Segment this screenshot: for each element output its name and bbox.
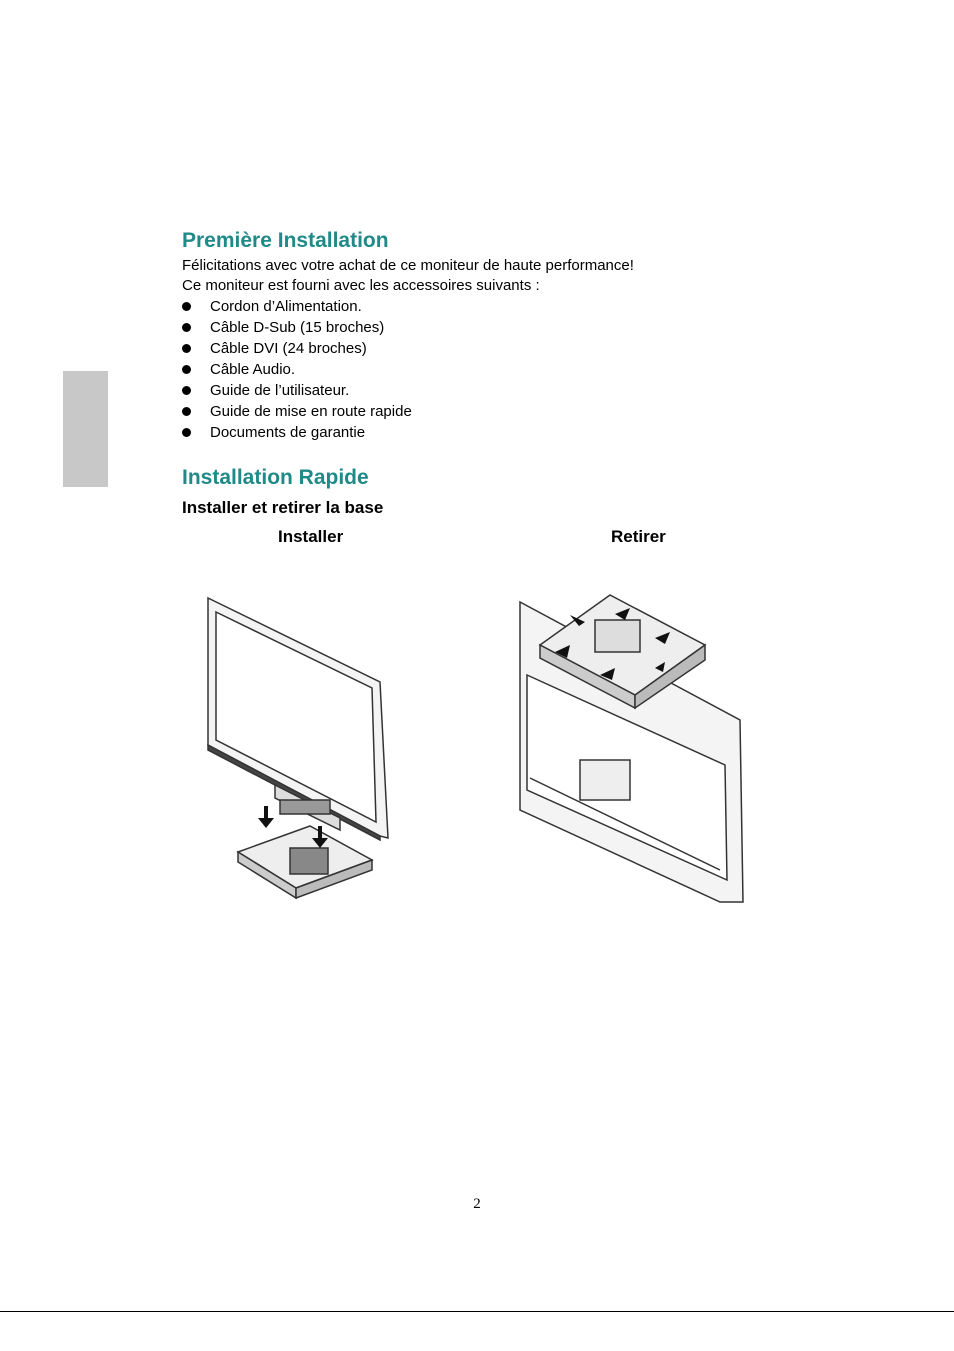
label-installer: Installer — [278, 527, 344, 546]
page-number: 2 — [473, 1196, 481, 1212]
footer-divider — [0, 1311, 954, 1312]
bullet-icon — [182, 344, 191, 353]
side-language-tab — [63, 371, 108, 487]
intro-line-2: Ce moniteur est fourni avec les accessoires suivants : — [182, 277, 540, 294]
section-title-premiere-installation: Première Installation — [182, 229, 389, 252]
install-stand-illustration — [200, 590, 400, 910]
bullet-icon — [182, 428, 191, 437]
list-item: Cordon d’Alimentation. — [182, 296, 412, 317]
section-title-installation-rapide: Installation Rapide — [182, 466, 369, 489]
remove-stand-illustration — [515, 590, 750, 910]
list-item: Câble DVI (24 broches) — [182, 338, 412, 359]
bullet-icon — [182, 386, 191, 395]
list-item: Guide de l’utilisateur. — [182, 380, 412, 401]
bullet-icon — [182, 407, 191, 416]
list-item: Guide de mise en route rapide — [182, 401, 412, 422]
bullet-icon — [182, 365, 191, 374]
list-item: Câble Audio. — [182, 359, 412, 380]
bullet-icon — [182, 302, 191, 311]
accessories-list — [182, 296, 412, 443]
subsection-title: Installer et retirer la base — [182, 498, 384, 517]
list-item: Câble D-Sub (15 broches) — [182, 317, 412, 338]
intro-line-1: Félicitations avec votre achat de ce moniteur de haute performance! — [182, 257, 634, 274]
bullet-icon — [182, 323, 191, 332]
list-item: Documents de garantie — [182, 422, 412, 443]
label-retirer: Retirer — [611, 527, 666, 546]
